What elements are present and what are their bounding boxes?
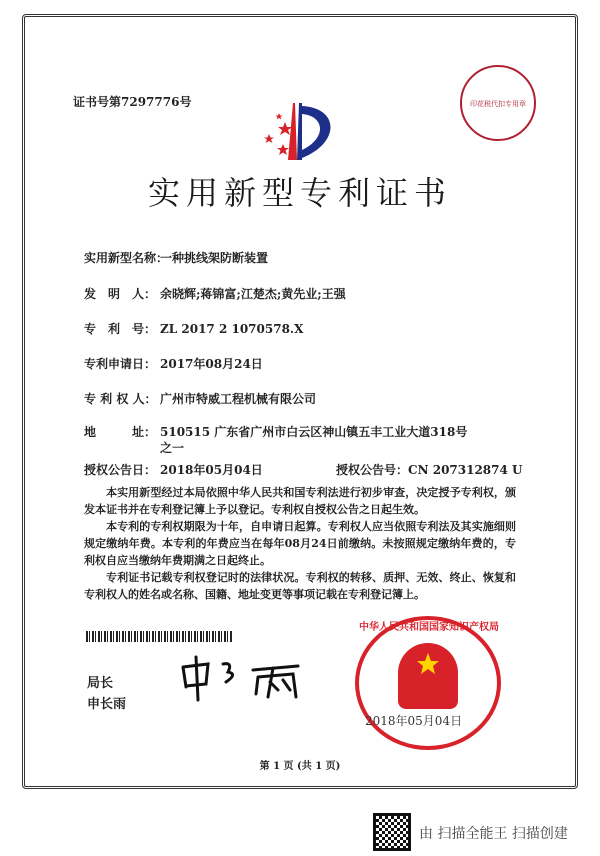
certificate-number: 证书号第7297776号 (73, 95, 192, 109)
field-label: 发 明 人： (84, 287, 157, 301)
address: 510515 广东省广州市白云区神山镇五丰工业大道318号之一 (160, 425, 468, 455)
paragraph: 本专利的专利权期限为十年，自申请日起算。专利权人应当依照专利法及其实施细则规定缴纳年费。本专利的年费应当在每年08月24日前缴纳。未按照规定缴纳年费的，专利权自应当缴纳年费期满之日起终止。 (84, 520, 516, 567)
field-label: 地 址： (84, 425, 157, 439)
scanner-watermark: 由 扫描全能王 扫描创建 (419, 826, 568, 842)
national-emblem (398, 643, 458, 709)
field-label: 专 利 号： (84, 322, 157, 336)
director-title: 局长 (87, 676, 114, 691)
barcode (86, 631, 232, 642)
field-label: 实用新型名称： (84, 251, 169, 265)
director-signature (178, 652, 318, 702)
page-info: 第 1 页 (共 1 页) (259, 761, 341, 772)
inventors: 余晓辉;蒋锦富;江楚杰;黄先业;王强 (160, 287, 346, 301)
paragraph: 本实用新型经过本局依照中华人民共和国专利法进行初步审查，决定授予专利权，颁发本证书并在专利登记簿上予以登记。专利权自授权公告之日起生效。 (84, 486, 516, 516)
field-label: 专利申请日： (84, 357, 157, 371)
certificate-title: 实用新型专利证书 (147, 174, 452, 212)
grant-date: 2018年05月04日 (160, 463, 263, 477)
certificate-body (84, 484, 516, 603)
tax-seal-text: 印花税代扣专用章 (470, 100, 526, 108)
paragraph: 专利证书记载专利权登记时的法律状况。专利权的转移、质押、无效、终止、恢复和专利权人的姓名或名称、国籍、地址变更等事项记载在专利登记簿上。 (84, 571, 516, 601)
tax-seal (460, 65, 536, 141)
seal-text: 中华人民共和国国家知识产权局 (359, 622, 499, 633)
patentee: 广州市特威工程机械有限公司 (160, 392, 317, 406)
field-label: 授权公告号： (336, 463, 409, 477)
announcement-number: CN 207312874 U (408, 463, 523, 477)
star-icon (398, 643, 458, 709)
qr-code-icon (373, 813, 411, 851)
field-label: 授权公告日： (84, 463, 157, 477)
application-date: 2017年08月24日 (160, 357, 263, 371)
patent-number: ZL 2017 2 1070578.X (160, 322, 304, 336)
director-name: 申长雨 (87, 697, 127, 712)
seal-date: 2018年05月04日 (365, 714, 463, 728)
cnipa-logo (255, 98, 345, 163)
field-label: 专 利 权 人： (84, 392, 157, 406)
utility-model-name: 一种挑线架防断装置 (160, 251, 269, 265)
